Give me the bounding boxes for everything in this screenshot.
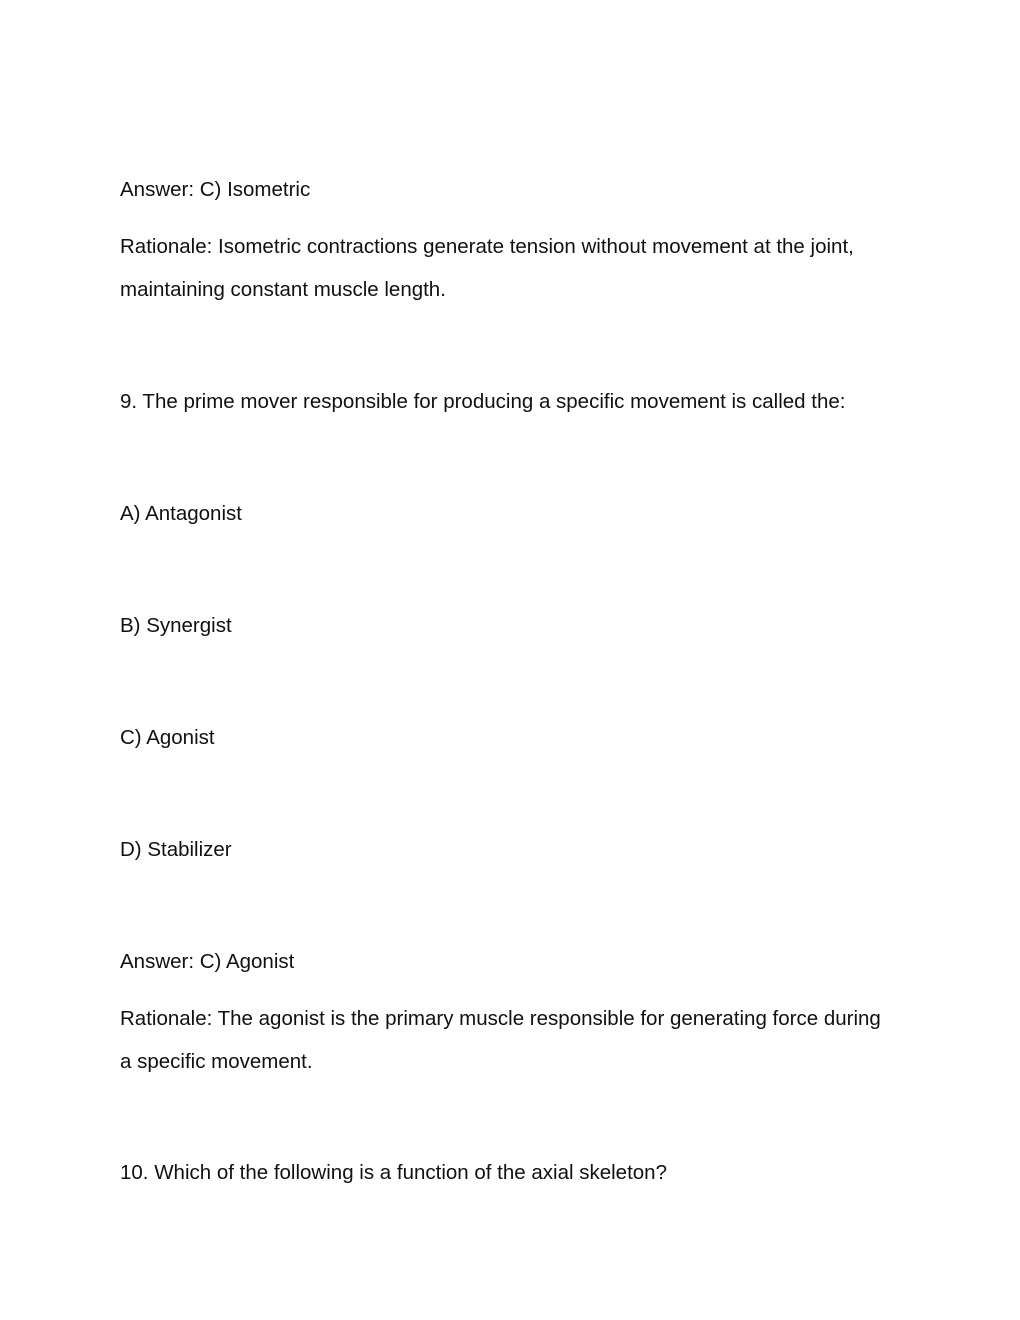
question-10: 10. Which of the following is a function of the axial skeleton? bbox=[120, 1161, 667, 1184]
q9-option-d: D) Stabilizer bbox=[120, 838, 232, 861]
rationale-8: Rationale: Isometric contractions generate tension without movement at the joint, maintaining constant muscle length. bbox=[120, 235, 854, 301]
q9-option-b: B) Synergist bbox=[120, 614, 232, 637]
rationale-9: Rationale: The agonist is the primary muscle responsible for generating force during a specific movement. bbox=[120, 1007, 881, 1073]
answer-8: Answer: C) Isometric bbox=[120, 178, 311, 201]
question-9: 9. The prime mover responsible for producing a specific movement is called the: bbox=[120, 390, 846, 413]
answer-9: Answer: C) Agonist bbox=[120, 950, 295, 973]
q9-option-c: C) Agonist bbox=[120, 726, 215, 749]
q9-option-a: A) Antagonist bbox=[120, 502, 242, 525]
